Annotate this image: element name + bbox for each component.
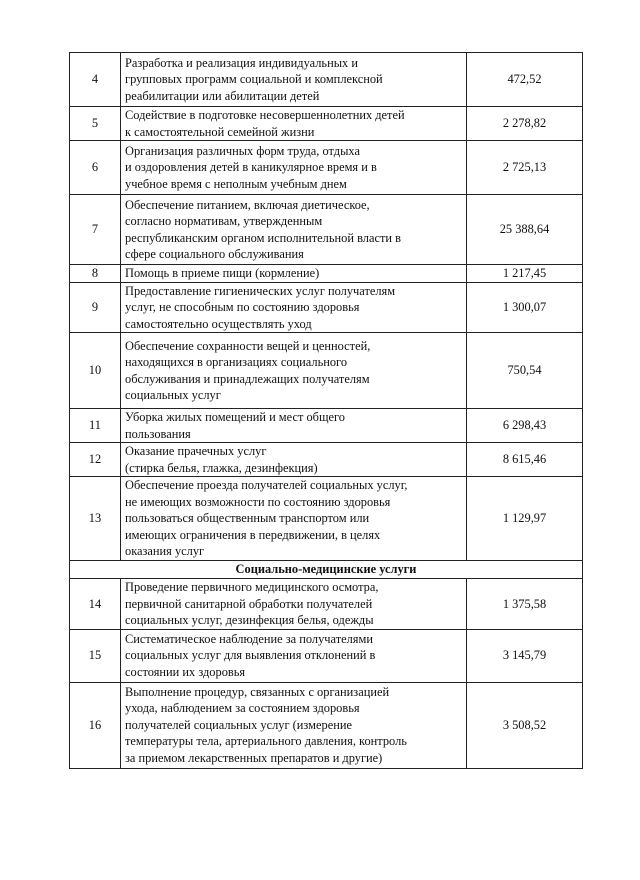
description-line: Помощь в приеме пищи (кормление) — [125, 266, 320, 280]
service-description — [121, 53, 467, 107]
service-price: 1 375,58 — [467, 579, 583, 630]
table-row — [70, 477, 583, 561]
description-line: социальных услуг — [125, 388, 221, 402]
row-number: 10 — [70, 333, 121, 409]
service-description — [121, 265, 467, 283]
service-description — [121, 629, 467, 682]
services-group-social-medical — [70, 579, 583, 769]
description-line: получателей социальных услуг (измерение — [125, 717, 352, 732]
service-price: 1 129,97 — [467, 477, 583, 561]
table-row — [70, 53, 583, 107]
service-description — [121, 141, 467, 195]
service-price: 750,54 — [467, 333, 583, 409]
service-description — [121, 443, 467, 477]
description-line: Проведение первичного медицинского осмотра, — [125, 580, 379, 594]
description-line: температуры тела, артериального давления, контроль — [125, 734, 407, 749]
service-price: 3 145,79 — [467, 629, 583, 682]
row-number: 4 — [70, 53, 121, 107]
description-line: самостоятельно осуществлять уход — [125, 316, 312, 331]
row-number: 16 — [70, 682, 121, 768]
description-line: социальных услуг, дезинфекция белья, одежды — [125, 613, 374, 627]
service-description — [121, 409, 467, 443]
description-line: согласно нормативам, утвержденным — [125, 214, 323, 228]
description-line: за приемом лекарственных препаратов и другие) — [125, 750, 383, 765]
section-heading-row — [70, 561, 583, 579]
description-line: Обеспечение проезда получателей социальных услуг, — [125, 478, 408, 493]
service-price: 8 615,46 — [467, 443, 583, 477]
table-row — [70, 682, 583, 768]
description-line: Обеспечение питанием, включая диетическое, — [125, 197, 370, 212]
description-line: Выполнение процедур, связанных с организацией — [125, 684, 390, 699]
description-line: Предоставление гигиенических услуг получателям — [125, 283, 396, 298]
service-description — [121, 195, 467, 265]
description-line: пользования — [125, 426, 191, 441]
description-line: пользоваться общественным транспортом или — [125, 511, 370, 526]
description-line: имеющих ограничения в передвижении, в целях — [125, 527, 381, 542]
description-line: реабилитации или абилитации детей — [125, 88, 320, 103]
table-row — [70, 265, 583, 283]
row-number: 8 — [70, 265, 121, 283]
description-line: Содействие в подготовке несовершеннолетних детей — [125, 108, 405, 122]
table-row — [70, 333, 583, 409]
description-line: сфере социального обслуживания — [125, 247, 304, 261]
service-description — [121, 579, 467, 630]
row-number: 5 — [70, 107, 121, 141]
description-line: состоянии их здоровья — [125, 664, 246, 679]
description-line: учебное время с неполным учебным днем — [125, 176, 347, 191]
table-row — [70, 629, 583, 682]
service-description — [121, 682, 467, 768]
service-price: 6 298,43 — [467, 409, 583, 443]
description-line: услуг, не способным по состоянию здоровья — [125, 300, 360, 314]
description-line: первичной санитарной обработки получателей — [125, 596, 373, 611]
service-description — [121, 282, 467, 333]
service-price: 2 725,13 — [467, 141, 583, 195]
table-row — [70, 443, 583, 477]
row-number: 12 — [70, 443, 121, 477]
description-line: (стирка белья, глажка, дезинфекция) — [125, 460, 318, 475]
description-line: и оздоровления детей в каникулярное время и в — [125, 160, 377, 175]
description-line: Обеспечение сохранности вещей и ценностей, — [125, 338, 371, 353]
services-group-social-household — [70, 53, 583, 561]
service-price: 25 388,64 — [467, 195, 583, 265]
description-line: Разработка и реализация индивидуальных и — [125, 55, 358, 70]
table-row — [70, 195, 583, 265]
service-price: 472,52 — [467, 53, 583, 107]
description-line: Организация различных форм труда, отдыха — [125, 143, 360, 158]
description-line: республиканским органом исполнительной власти в — [125, 230, 401, 245]
row-number: 11 — [70, 409, 121, 443]
table-row — [70, 141, 583, 195]
row-number: 7 — [70, 195, 121, 265]
description-line: Систематическое наблюдение за получателями — [125, 631, 373, 646]
row-number: 13 — [70, 477, 121, 561]
table-row — [70, 579, 583, 630]
service-price: 1 300,07 — [467, 282, 583, 333]
description-line: Оказание прачечных услуг — [125, 444, 267, 458]
description-line: оказания услуг — [125, 544, 205, 559]
section-heading-group — [70, 561, 583, 579]
table-row — [70, 409, 583, 443]
description-line: ухода, наблюдением за состоянием здоровья — [125, 701, 360, 716]
services-tariff-table — [69, 52, 583, 769]
description-line: находящихся в организациях социального — [125, 355, 348, 369]
row-number: 15 — [70, 629, 121, 682]
service-description — [121, 107, 467, 141]
table-row — [70, 107, 583, 141]
row-number: 14 — [70, 579, 121, 630]
service-price: 1 217,45 — [467, 265, 583, 283]
table-row — [70, 282, 583, 333]
description-line: не имеющих возможности по состоянию здоровья — [125, 494, 391, 509]
section-heading-medical: Социально-медицинские услуги — [70, 561, 583, 579]
description-line: к самостоятельной семейной жизни — [125, 124, 315, 139]
row-number: 6 — [70, 141, 121, 195]
description-line: обслуживания и принадлежащих получателям — [125, 371, 370, 386]
description-line: Уборка жилых помещений и мест общего — [125, 410, 345, 424]
service-price: 2 278,82 — [467, 107, 583, 141]
row-number: 9 — [70, 282, 121, 333]
service-price: 3 508,52 — [467, 682, 583, 768]
service-description — [121, 477, 467, 561]
service-description — [121, 333, 467, 409]
description-line: групповых программ социальной и комплексной — [125, 72, 383, 87]
description-line: социальных услуг для выявления отклонений в — [125, 648, 376, 663]
